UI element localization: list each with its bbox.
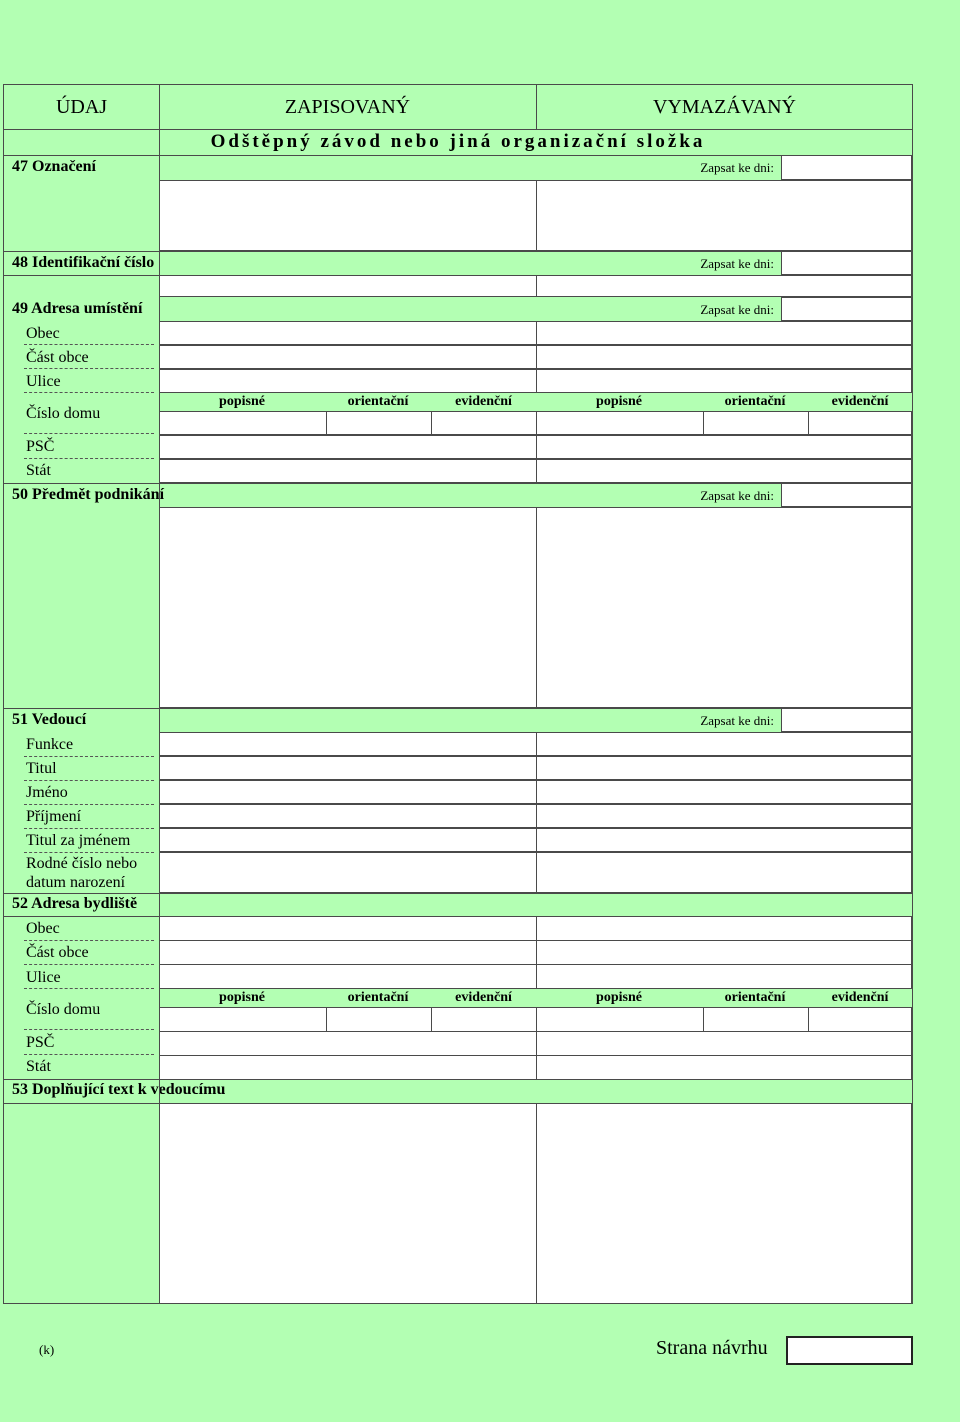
- header-zapisovany: ZAPISOVANÝ: [284, 96, 411, 118]
- bydl-stat-zapisovany[interactable]: [159, 1055, 537, 1080]
- zapsat-label-48: Zapsat ke dni:: [700, 256, 774, 271]
- person-jmeno-vymazavany[interactable]: [536, 780, 912, 804]
- addr-popisne-vymazavany[interactable]: [536, 411, 704, 435]
- item-49-label: 49 Adresa umístění: [12, 300, 143, 317]
- bydl-psc-zapisovany[interactable]: [159, 1031, 537, 1056]
- addr-obec-label: Obec: [26, 325, 60, 342]
- strana-navrhu-field[interactable]: [786, 1336, 913, 1365]
- bydl-hn-evidencni-1: evidenční: [455, 990, 512, 1005]
- addr-cislo-domu-label: Číslo domu: [26, 405, 101, 422]
- addr-orientacni-vymazavany[interactable]: [703, 411, 809, 435]
- person-datum-narozeni-label: datum narození: [26, 874, 126, 891]
- person-titul-za-label: Titul za jménem: [26, 832, 131, 849]
- bydl-hn-popisne-1: popisné: [219, 990, 265, 1005]
- bydl-hn-orientacni-2: orientační: [724, 990, 786, 1005]
- zapsat-date-field-50[interactable]: [781, 483, 912, 507]
- header-vymazavany: VYMAZÁVANÝ: [653, 96, 796, 118]
- doplnujici-text-zapisovany[interactable]: [159, 1103, 537, 1304]
- bydl-psc-vymazavany[interactable]: [536, 1031, 912, 1056]
- bydl-ulice-zapisovany[interactable]: [159, 964, 537, 989]
- ico-zapisovany-field[interactable]: [159, 275, 537, 297]
- bydl-psc-label: PSČ: [26, 1034, 55, 1051]
- person-titul-vymazavany[interactable]: [536, 756, 912, 780]
- addr-obec-vymazavany[interactable]: [536, 321, 912, 345]
- hn-popisne-1: popisné: [219, 394, 265, 409]
- person-prijmeni-vymazavany[interactable]: [536, 804, 912, 828]
- item-50-label: 50 Předmět podnikání: [12, 486, 165, 503]
- oznaceni-vymazavany-field[interactable]: [536, 180, 912, 251]
- addr-psc-zapisovany[interactable]: [159, 435, 537, 459]
- bydl-obec-label: Obec: [26, 920, 60, 937]
- addr-stat-zapisovany[interactable]: [159, 459, 537, 483]
- strana-navrhu-label: Strana návrhu: [656, 1337, 768, 1359]
- person-titul-za-vymazavany[interactable]: [536, 828, 912, 852]
- bydl-cast-obce-label: Část obce: [26, 944, 89, 961]
- zapsat-date-field-47[interactable]: [781, 155, 912, 180]
- addr-popisne-zapisovany[interactable]: [159, 411, 327, 435]
- bydl-cislo-domu-label: Číslo domu: [26, 1001, 101, 1018]
- zapsat-label-49: Zapsat ke dni:: [700, 302, 774, 317]
- bydl-ulice-vymazavany[interactable]: [536, 964, 912, 989]
- addr-ulice-vymazavany[interactable]: [536, 369, 912, 393]
- bydl-evidencni-vymazavany[interactable]: [808, 1007, 912, 1032]
- bydl-evidencni-zapisovany[interactable]: [431, 1007, 537, 1032]
- zapsat-label-51: Zapsat ke dni:: [700, 713, 774, 728]
- oznaceni-zapisovany-field[interactable]: [159, 180, 537, 251]
- zapsat-date-field-49[interactable]: [781, 297, 912, 321]
- addr-evidencni-zapisovany[interactable]: [431, 411, 537, 435]
- person-titul-za-zapisovany[interactable]: [159, 828, 537, 852]
- ico-vymazavany-field[interactable]: [536, 275, 912, 297]
- bydl-cast-obce-vymazavany[interactable]: [536, 940, 912, 965]
- bydl-ulice-label: Ulice: [26, 969, 61, 986]
- hn-evidencni-2: evidenční: [831, 394, 889, 409]
- zapsat-date-field-48[interactable]: [781, 251, 912, 275]
- section-title: Odštěpný závod nebo jiná organizační složka: [210, 131, 706, 152]
- bydl-stat-label: Stát: [26, 1058, 51, 1075]
- bydl-orientacni-zapisovany[interactable]: [326, 1007, 432, 1032]
- doplnujici-text-vymazavany[interactable]: [536, 1103, 912, 1304]
- zapsat-label-47: Zapsat ke dni:: [700, 160, 774, 175]
- hn-popisne-2: popisné: [596, 394, 642, 409]
- predmet-zapisovany-field[interactable]: [159, 507, 537, 708]
- person-prijmeni-zapisovany[interactable]: [159, 804, 537, 828]
- person-jmeno-label: Jméno: [26, 784, 68, 801]
- addr-stat-vymazavany[interactable]: [536, 459, 912, 483]
- zapsat-label-50: Zapsat ke dni:: [700, 488, 774, 503]
- addr-cast-obce-label: Část obce: [26, 349, 89, 366]
- item-53-label: 53 Doplňující text k vedoucímu: [12, 1081, 226, 1098]
- hn-orientacni-1: orientační: [347, 394, 409, 409]
- bydl-hn-popisne-2: popisné: [596, 990, 642, 1005]
- person-funkce-vymazavany[interactable]: [536, 732, 912, 756]
- header-udaj: ÚDAJ: [55, 96, 108, 118]
- person-prijmeni-label: Příjmení: [26, 808, 82, 825]
- bydl-popisne-vymazavany[interactable]: [536, 1007, 704, 1032]
- person-titul-zapisovany[interactable]: [159, 756, 537, 780]
- addr-ulice-zapisovany[interactable]: [159, 369, 537, 393]
- addr-psc-label: PSČ: [26, 438, 55, 455]
- hn-orientacni-2: orientační: [724, 394, 786, 409]
- person-rodne-cislo-label: Rodné číslo nebo: [26, 855, 138, 872]
- hn-evidencni-1: evidenční: [455, 394, 512, 409]
- bydl-orientacni-vymazavany[interactable]: [703, 1007, 809, 1032]
- addr-stat-label: Stát: [26, 462, 51, 479]
- bydl-popisne-zapisovany[interactable]: [159, 1007, 327, 1032]
- bydl-obec-vymazavany[interactable]: [536, 916, 912, 941]
- item-48-label: 48 Identifikační číslo: [12, 254, 155, 271]
- person-rodne-vymazavany[interactable]: [536, 852, 912, 893]
- bydl-stat-vymazavany[interactable]: [536, 1055, 912, 1080]
- person-funkce-zapisovany[interactable]: [159, 732, 537, 756]
- predmet-vymazavany-field[interactable]: [536, 507, 912, 708]
- item-47-label: 47 Označení: [12, 158, 96, 175]
- addr-obec-zapisovany[interactable]: [159, 321, 537, 345]
- item-52-label: 52 Adresa bydliště: [12, 895, 138, 912]
- addr-cast-obce-zapisovany[interactable]: [159, 345, 537, 369]
- addr-evidencni-vymazavany[interactable]: [808, 411, 912, 435]
- item-51-label: 51 Vedoucí: [12, 711, 87, 728]
- addr-psc-vymazavany[interactable]: [536, 435, 912, 459]
- person-titul-label: Titul: [26, 760, 57, 777]
- addr-cast-obce-vymazavany[interactable]: [536, 345, 912, 369]
- addr-orientacni-zapisovany[interactable]: [326, 411, 432, 435]
- bydl-cast-obce-zapisovany[interactable]: [159, 940, 537, 965]
- bydl-hn-orientacni-1: orientační: [347, 990, 409, 1005]
- zapsat-date-field-51[interactable]: [781, 708, 912, 732]
- person-funkce-label: Funkce: [26, 736, 74, 753]
- addr-ulice-label: Ulice: [26, 373, 61, 390]
- bydl-obec-zapisovany[interactable]: [159, 916, 537, 941]
- person-rodne-zapisovany[interactable]: [159, 852, 537, 893]
- bydl-hn-evidencni-2: evidenční: [831, 990, 889, 1005]
- form-table: [3, 84, 913, 1304]
- footer-k-label: (k): [39, 1342, 55, 1357]
- person-jmeno-zapisovany[interactable]: [159, 780, 537, 804]
